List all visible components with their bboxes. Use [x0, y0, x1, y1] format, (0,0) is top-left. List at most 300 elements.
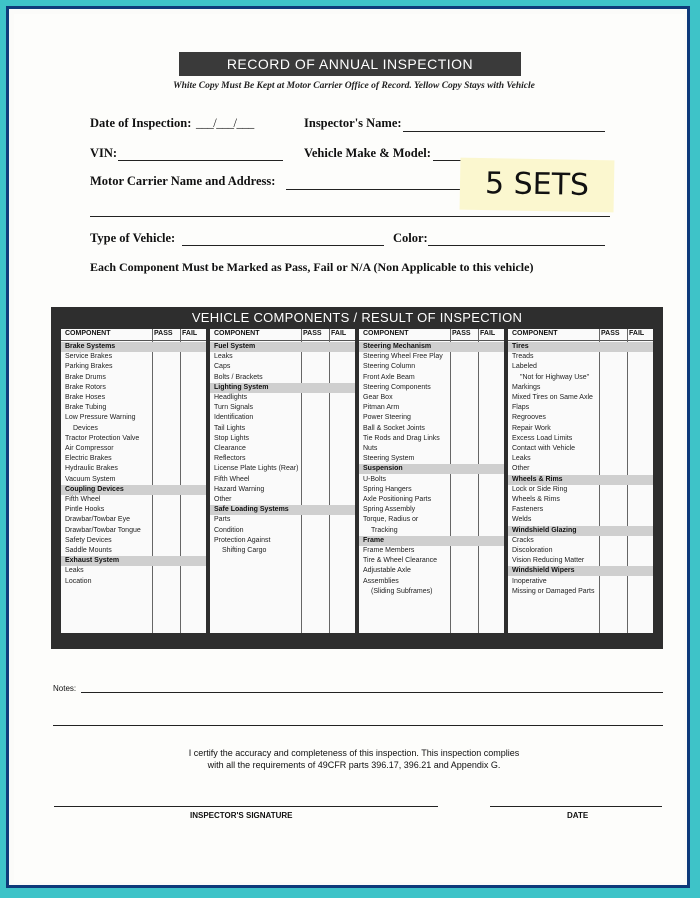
- header-component: COMPONENT: [65, 330, 111, 337]
- section-header-label: Frame: [363, 536, 385, 544]
- pass-checkbox-cell[interactable]: [302, 464, 328, 474]
- component-column-3: [359, 329, 504, 633]
- component-item: Tracking: [371, 526, 398, 534]
- pass-checkbox-cell[interactable]: [600, 424, 626, 434]
- form-title: RECORD OF ANNUAL INSPECTION: [179, 52, 521, 76]
- component-item: Other: [512, 465, 530, 473]
- date-of-inspection-field[interactable]: ___/___/___: [196, 116, 254, 130]
- date-signature-line[interactable]: [490, 806, 662, 807]
- pass-checkbox-cell[interactable]: [153, 475, 179, 485]
- fail-checkbox-cell[interactable]: [479, 485, 503, 495]
- component-item: Nuts: [363, 445, 378, 452]
- pass-checkbox-cell[interactable]: [451, 515, 477, 525]
- pass-checkbox-cell[interactable]: [302, 444, 328, 454]
- pass-checkbox-cell[interactable]: [153, 413, 179, 423]
- pass-checkbox-cell[interactable]: [600, 413, 626, 423]
- vehicle-make-model-field[interactable]: [433, 160, 463, 161]
- pass-checkbox-cell[interactable]: [153, 505, 179, 515]
- component-item: Gear Box: [363, 394, 393, 401]
- header-pass: PASS: [601, 330, 620, 337]
- pass-checkbox-cell[interactable]: [153, 383, 179, 393]
- component-item: Spring Assembly: [363, 506, 416, 514]
- component-item: Protection Against: [214, 536, 271, 544]
- component-item: Leaks: [512, 455, 531, 463]
- component-column-2: [210, 329, 355, 633]
- fail-checkbox-cell[interactable]: [330, 393, 354, 403]
- fail-checkbox-cell[interactable]: [628, 424, 652, 434]
- fail-checkbox-cell[interactable]: [628, 403, 652, 413]
- pass-checkbox-cell[interactable]: [153, 526, 179, 536]
- pass-checkbox-cell[interactable]: [451, 556, 477, 566]
- pass-checkbox-cell[interactable]: [600, 495, 626, 505]
- pass-checkbox-cell[interactable]: [153, 393, 179, 403]
- pass-checkbox-cell[interactable]: [600, 577, 626, 587]
- fail-checkbox-cell[interactable]: [479, 526, 503, 536]
- column-header: [508, 329, 653, 341]
- component-item: "Not for Highway Use": [520, 373, 590, 381]
- pass-checkbox-cell[interactable]: [600, 352, 626, 362]
- fail-checkbox-cell[interactable]: [330, 526, 354, 536]
- certification-line-1: I certify the accuracy and completeness of this inspection. This inspection complies: [188, 748, 520, 758]
- pass-checkbox-cell[interactable]: [302, 424, 328, 434]
- component-item: Location: [65, 577, 92, 585]
- fail-checkbox-cell[interactable]: [628, 556, 652, 566]
- pass-checkbox-cell[interactable]: [451, 393, 477, 403]
- pass-checkbox-cell[interactable]: [451, 413, 477, 423]
- fail-checkbox-cell[interactable]: [479, 362, 503, 372]
- header-component: COMPONENT: [512, 330, 558, 337]
- pass-checkbox-cell[interactable]: [302, 475, 328, 485]
- fail-checkbox-cell[interactable]: [181, 464, 205, 474]
- fail-checkbox-cell[interactable]: [479, 505, 503, 515]
- pass-checkbox-cell[interactable]: [302, 485, 328, 495]
- inspector-name-label: Inspector's Name:: [304, 116, 402, 130]
- component-item: Excess Load Limits: [512, 434, 573, 442]
- component-item: Assemblies: [363, 577, 399, 585]
- fail-checkbox-cell[interactable]: [479, 424, 503, 434]
- component-item: Saddle Mounts: [65, 547, 112, 554]
- fail-checkbox-cell[interactable]: [181, 515, 205, 525]
- component-item: Treads: [512, 353, 534, 361]
- fail-checkbox-cell[interactable]: [330, 485, 354, 495]
- motor-carrier-label: Motor Carrier Name and Address:: [90, 174, 276, 188]
- date-signature-label: DATE: [567, 811, 589, 820]
- pass-checkbox-cell[interactable]: [600, 556, 626, 566]
- vehicle-components-table: [51, 307, 663, 649]
- pass-checkbox-cell[interactable]: [600, 464, 626, 474]
- fail-checkbox-cell[interactable]: [628, 454, 652, 464]
- fail-checkbox-cell[interactable]: [330, 454, 354, 464]
- fail-checkbox-cell[interactable]: [479, 495, 503, 505]
- component-item: Drawbar/Towbar Tongue: [65, 526, 141, 534]
- fail-checkbox-cell[interactable]: [628, 393, 652, 403]
- component-item: Axle Positioning Parts: [363, 496, 432, 503]
- pass-checkbox-cell[interactable]: [600, 515, 626, 525]
- pass-checkbox-cell[interactable]: [451, 546, 477, 556]
- section-header: [359, 342, 504, 352]
- fail-checkbox-cell[interactable]: [181, 566, 205, 576]
- fail-checkbox-cell[interactable]: [479, 454, 503, 464]
- component-column-1: [61, 329, 206, 633]
- fail-checkbox-cell[interactable]: [479, 434, 503, 444]
- pass-checkbox-cell[interactable]: [451, 495, 477, 505]
- component-item: Vision Reducing Matter: [512, 557, 585, 565]
- pass-checkbox-cell[interactable]: [600, 587, 626, 597]
- fail-checkbox-cell[interactable]: [181, 475, 205, 485]
- pass-checkbox-cell[interactable]: [600, 505, 626, 515]
- pass-checkbox-cell[interactable]: [451, 505, 477, 515]
- pass-checkbox-cell[interactable]: [451, 383, 477, 393]
- signature-line[interactable]: [54, 806, 438, 807]
- component-item: Parts: [214, 516, 231, 524]
- fail-checkbox-cell[interactable]: [181, 505, 205, 515]
- pass-checkbox-cell[interactable]: [600, 403, 626, 413]
- fail-checkbox-cell[interactable]: [330, 424, 354, 434]
- component-item: Parking Brakes: [65, 363, 113, 371]
- header-pass: PASS: [452, 330, 471, 337]
- type-of-vehicle-field[interactable]: [182, 245, 384, 246]
- pass-checkbox-cell[interactable]: [302, 403, 328, 413]
- component-item: Air Compressor: [65, 445, 114, 452]
- component-item: Reflectors: [214, 455, 246, 463]
- fail-checkbox-cell[interactable]: [479, 444, 503, 454]
- fail-checkbox-cell[interactable]: [181, 393, 205, 403]
- fail-checkbox-cell[interactable]: [628, 587, 652, 597]
- section-header: [508, 475, 653, 485]
- pass-checkbox-cell[interactable]: [451, 362, 477, 372]
- fail-checkbox-cell[interactable]: [628, 413, 652, 423]
- component-item: Brake Rotors: [65, 383, 106, 391]
- section-header: [508, 566, 653, 576]
- sticky-note: 5 SETS: [460, 158, 615, 213]
- fail-checkbox-cell[interactable]: [479, 566, 503, 576]
- pass-checkbox-cell[interactable]: [600, 454, 626, 464]
- fail-checkbox-cell[interactable]: [181, 403, 205, 413]
- section-header-label: Brake Systems: [65, 343, 116, 350]
- pass-checkbox-cell[interactable]: [153, 495, 179, 505]
- pass-checkbox-cell[interactable]: [451, 373, 477, 383]
- pass-checkbox-cell[interactable]: [600, 434, 626, 444]
- section-header-label: Exhaust System: [65, 557, 120, 565]
- pass-checkbox-cell[interactable]: [600, 393, 626, 403]
- component-item: Missing or Damaged Parts: [512, 587, 595, 595]
- component-item: Turn Signals: [214, 404, 254, 412]
- fail-checkbox-cell[interactable]: [628, 505, 652, 515]
- pass-checkbox-cell[interactable]: [153, 424, 179, 434]
- header-fail: FAIL: [629, 330, 645, 337]
- pass-checkbox-cell[interactable]: [153, 536, 179, 546]
- component-item: Tire & Wheel Clearance: [363, 557, 438, 565]
- component-item: Welds: [512, 516, 532, 524]
- pass-checkbox-cell[interactable]: [302, 536, 328, 546]
- pass-checkbox-cell[interactable]: [302, 526, 328, 536]
- component-item: Power Steering: [363, 414, 411, 422]
- fail-checkbox-cell[interactable]: [330, 362, 354, 372]
- pass-checkbox-cell[interactable]: [451, 403, 477, 413]
- inspector-name-field[interactable]: [403, 131, 605, 132]
- pass-checkbox-cell[interactable]: [600, 383, 626, 393]
- fail-checkbox-cell[interactable]: [181, 454, 205, 464]
- component-item: Pintle Hooks: [65, 506, 105, 514]
- pass-checkbox-cell[interactable]: [451, 566, 477, 576]
- fail-checkbox-cell[interactable]: [479, 403, 503, 413]
- address-field-line2[interactable]: [90, 216, 610, 217]
- fail-checkbox-cell[interactable]: [181, 424, 205, 434]
- pass-checkbox-cell[interactable]: [600, 546, 626, 556]
- component-item: License Plate Lights (Rear): [214, 465, 299, 473]
- component-item: Pitman Arm: [363, 404, 400, 412]
- components-table-title: VEHICLE COMPONENTS / RESULT OF INSPECTION: [191, 310, 523, 325]
- component-item: Tractor Protection Valve: [65, 434, 140, 442]
- component-item: Tail Lights: [214, 424, 246, 432]
- color-label: Color:: [393, 231, 428, 245]
- fail-checkbox-cell[interactable]: [181, 352, 205, 362]
- fail-checkbox-cell[interactable]: [479, 393, 503, 403]
- vehicle-make-model-label: Vehicle Make & Model:: [304, 146, 431, 160]
- fail-checkbox-cell[interactable]: [479, 383, 503, 393]
- certification-text: [134, 747, 574, 771]
- component-item: Torque, Radius or: [363, 516, 419, 524]
- section-header: [210, 342, 355, 352]
- column-header: [359, 329, 504, 341]
- pass-checkbox-cell[interactable]: [451, 352, 477, 362]
- fail-checkbox-cell[interactable]: [330, 464, 354, 474]
- component-column-4: [508, 329, 653, 633]
- component-item: Identification: [214, 414, 254, 422]
- instruction-text: Each Component Must be Marked as Pass, Fail or N/A (Non Applicable to this vehicle): [90, 260, 534, 274]
- component-item: Brake Tubing: [65, 404, 107, 412]
- fail-checkbox-cell[interactable]: [181, 434, 205, 444]
- fail-checkbox-cell[interactable]: [628, 515, 652, 525]
- pass-checkbox-cell[interactable]: [302, 546, 328, 556]
- fail-checkbox-cell[interactable]: [181, 413, 205, 423]
- pass-checkbox-cell[interactable]: [153, 515, 179, 525]
- pass-checkbox-cell[interactable]: [451, 485, 477, 495]
- pass-checkbox-cell[interactable]: [302, 515, 328, 525]
- fail-checkbox-cell[interactable]: [628, 464, 652, 474]
- notes-line-2[interactable]: [53, 725, 663, 726]
- pass-checkbox-cell[interactable]: [600, 536, 626, 546]
- pass-checkbox-cell[interactable]: [451, 434, 477, 444]
- fail-checkbox-cell[interactable]: [479, 413, 503, 423]
- fail-checkbox-cell[interactable]: [628, 485, 652, 495]
- component-item: Electric Brakes: [65, 455, 112, 463]
- fail-checkbox-cell[interactable]: [181, 495, 205, 505]
- component-item: Steering Column: [363, 363, 416, 371]
- component-item: Contact with Vehicle: [512, 445, 576, 452]
- pass-checkbox-cell[interactable]: [600, 485, 626, 495]
- section-header-label: Suspension: [363, 465, 403, 473]
- pass-checkbox-cell[interactable]: [451, 587, 477, 597]
- certification-line-2: with all the requirements of 49CFR parts 396.17, 396.21 and Appendix G.: [207, 760, 501, 770]
- fail-checkbox-cell[interactable]: [330, 536, 354, 546]
- section-header-label: Lighting System: [214, 383, 269, 391]
- pass-checkbox-cell[interactable]: [153, 362, 179, 372]
- section-header-label: Safe Loading Systems: [214, 506, 289, 514]
- fail-checkbox-cell[interactable]: [628, 577, 652, 587]
- section-header: [508, 526, 653, 536]
- component-item: Fasteners: [512, 506, 544, 514]
- component-item: Fifth Wheel: [65, 496, 101, 503]
- fail-checkbox-cell[interactable]: [479, 515, 503, 525]
- component-item: Leaks: [214, 353, 233, 361]
- fail-checkbox-cell[interactable]: [181, 536, 205, 546]
- header-component: COMPONENT: [214, 330, 260, 337]
- column-header: [61, 329, 206, 341]
- component-item: Brake Hoses: [65, 394, 106, 401]
- component-item: Bolts / Brackets: [214, 373, 263, 381]
- motor-carrier-field[interactable]: [286, 189, 462, 190]
- notes-label: Notes:: [53, 684, 77, 693]
- inspection-form-page: [14, 14, 684, 882]
- fail-checkbox-cell[interactable]: [479, 587, 503, 597]
- fail-checkbox-cell[interactable]: [330, 413, 354, 423]
- fail-checkbox-cell[interactable]: [330, 444, 354, 454]
- pass-checkbox-cell[interactable]: [451, 454, 477, 464]
- pass-checkbox-cell[interactable]: [153, 352, 179, 362]
- pass-checkbox-cell[interactable]: [451, 444, 477, 454]
- component-item: Front Axle Beam: [363, 373, 415, 381]
- fail-checkbox-cell[interactable]: [479, 373, 503, 383]
- fail-checkbox-cell[interactable]: [628, 434, 652, 444]
- component-item: (Sliding Subframes): [371, 587, 433, 595]
- header-fail: FAIL: [480, 330, 496, 337]
- component-item: Devices: [73, 424, 98, 432]
- component-item: Repair Work: [512, 424, 551, 432]
- fail-checkbox-cell[interactable]: [628, 495, 652, 505]
- notes-line-1[interactable]: [81, 692, 663, 693]
- fail-checkbox-cell[interactable]: [330, 373, 354, 383]
- fail-checkbox-cell[interactable]: [181, 546, 205, 556]
- component-item: Drawbar/Towbar Eye: [65, 516, 130, 524]
- fail-checkbox-cell[interactable]: [181, 526, 205, 536]
- component-item: Hydraulic Brakes: [65, 465, 118, 473]
- component-item: Safety Devices: [65, 536, 112, 544]
- component-item: Inoperative: [512, 577, 547, 585]
- component-item: Caps: [214, 363, 231, 371]
- section-header: [210, 383, 355, 393]
- component-item: Hazard Warning: [214, 485, 265, 493]
- fail-checkbox-cell[interactable]: [330, 495, 354, 505]
- color-field[interactable]: [428, 245, 605, 246]
- pass-checkbox-cell[interactable]: [302, 413, 328, 423]
- pass-checkbox-cell[interactable]: [600, 444, 626, 454]
- fail-checkbox-cell[interactable]: [181, 373, 205, 383]
- pass-checkbox-cell[interactable]: [153, 464, 179, 474]
- fail-checkbox-cell[interactable]: [628, 352, 652, 362]
- fail-checkbox-cell[interactable]: [330, 475, 354, 485]
- fail-checkbox-cell[interactable]: [628, 444, 652, 454]
- section-header: [61, 342, 206, 352]
- pass-checkbox-cell[interactable]: [302, 454, 328, 464]
- pass-checkbox-cell[interactable]: [451, 475, 477, 485]
- fail-checkbox-cell[interactable]: [330, 434, 354, 444]
- pass-checkbox-cell[interactable]: [302, 362, 328, 372]
- section-header: [210, 505, 355, 515]
- component-item: Stop Lights: [214, 434, 250, 442]
- pass-checkbox-cell[interactable]: [600, 373, 626, 383]
- pass-checkbox-cell[interactable]: [451, 577, 477, 587]
- pass-checkbox-cell[interactable]: [302, 495, 328, 505]
- pass-checkbox-cell[interactable]: [302, 393, 328, 403]
- fail-checkbox-cell[interactable]: [628, 362, 652, 372]
- section-header-label: Coupling Devices: [65, 485, 124, 493]
- component-item: Leaks: [65, 567, 84, 575]
- pass-checkbox-cell[interactable]: [451, 526, 477, 536]
- component-item: Regrooves: [512, 414, 546, 422]
- fail-checkbox-cell[interactable]: [628, 383, 652, 393]
- pass-checkbox-cell[interactable]: [153, 546, 179, 556]
- fail-checkbox-cell[interactable]: [479, 577, 503, 587]
- fail-checkbox-cell[interactable]: [479, 556, 503, 566]
- fail-checkbox-cell[interactable]: [330, 352, 354, 362]
- section-header-label: Steering Mechanism: [363, 343, 432, 350]
- header-fail: FAIL: [331, 330, 347, 337]
- header-fail: FAIL: [182, 330, 198, 337]
- pass-checkbox-cell[interactable]: [153, 444, 179, 454]
- component-item: Cracks: [512, 536, 534, 544]
- header-pass: PASS: [303, 330, 322, 337]
- vin-field[interactable]: [118, 160, 283, 161]
- component-item: Tie Rods and Drag Links: [363, 434, 440, 442]
- fail-checkbox-cell[interactable]: [479, 352, 503, 362]
- pass-checkbox-cell[interactable]: [302, 352, 328, 362]
- component-item: Low Pressure Warning: [65, 414, 136, 422]
- pass-checkbox-cell[interactable]: [302, 373, 328, 383]
- pass-checkbox-cell[interactable]: [153, 403, 179, 413]
- pass-checkbox-cell[interactable]: [153, 434, 179, 444]
- component-item: U-Bolts: [363, 475, 386, 483]
- vin-label: VIN:: [90, 146, 118, 160]
- header-pass: PASS: [154, 330, 173, 337]
- fail-checkbox-cell[interactable]: [181, 362, 205, 372]
- pass-checkbox-cell[interactable]: [153, 454, 179, 464]
- component-item: Spring Hangers: [363, 485, 412, 493]
- pass-checkbox-cell[interactable]: [153, 566, 179, 576]
- type-of-vehicle-label: Type of Vehicle:: [90, 231, 176, 245]
- fail-checkbox-cell[interactable]: [628, 546, 652, 556]
- fail-checkbox-cell[interactable]: [181, 383, 205, 393]
- component-item: Condition: [214, 526, 244, 534]
- fail-checkbox-cell[interactable]: [330, 403, 354, 413]
- fail-checkbox-cell[interactable]: [181, 577, 205, 587]
- fail-checkbox-cell[interactable]: [330, 515, 354, 525]
- fail-checkbox-cell[interactable]: [628, 536, 652, 546]
- section-header-label: Wheels & Rims: [512, 475, 563, 483]
- section-header-label: Tires: [512, 343, 529, 350]
- pass-checkbox-cell[interactable]: [302, 434, 328, 444]
- component-item: Markings: [512, 383, 541, 391]
- fail-checkbox-cell[interactable]: [181, 444, 205, 454]
- fail-checkbox-cell[interactable]: [479, 546, 503, 556]
- component-item: Shifting Cargo: [222, 547, 267, 554]
- component-item: Headlights: [214, 394, 248, 401]
- fail-checkbox-cell[interactable]: [628, 373, 652, 383]
- component-item: Brake Drums: [65, 373, 106, 381]
- pass-checkbox-cell[interactable]: [600, 362, 626, 372]
- component-item: Steering Components: [363, 383, 431, 391]
- section-header: [359, 536, 504, 546]
- component-item: Steering System: [363, 455, 415, 463]
- pass-checkbox-cell[interactable]: [153, 373, 179, 383]
- pass-checkbox-cell[interactable]: [451, 424, 477, 434]
- section-header: [61, 485, 206, 495]
- pass-checkbox-cell[interactable]: [153, 577, 179, 587]
- component-item: Other: [214, 496, 232, 503]
- column-header: [210, 329, 355, 341]
- fail-checkbox-cell[interactable]: [330, 546, 354, 556]
- fail-checkbox-cell[interactable]: [479, 475, 503, 485]
